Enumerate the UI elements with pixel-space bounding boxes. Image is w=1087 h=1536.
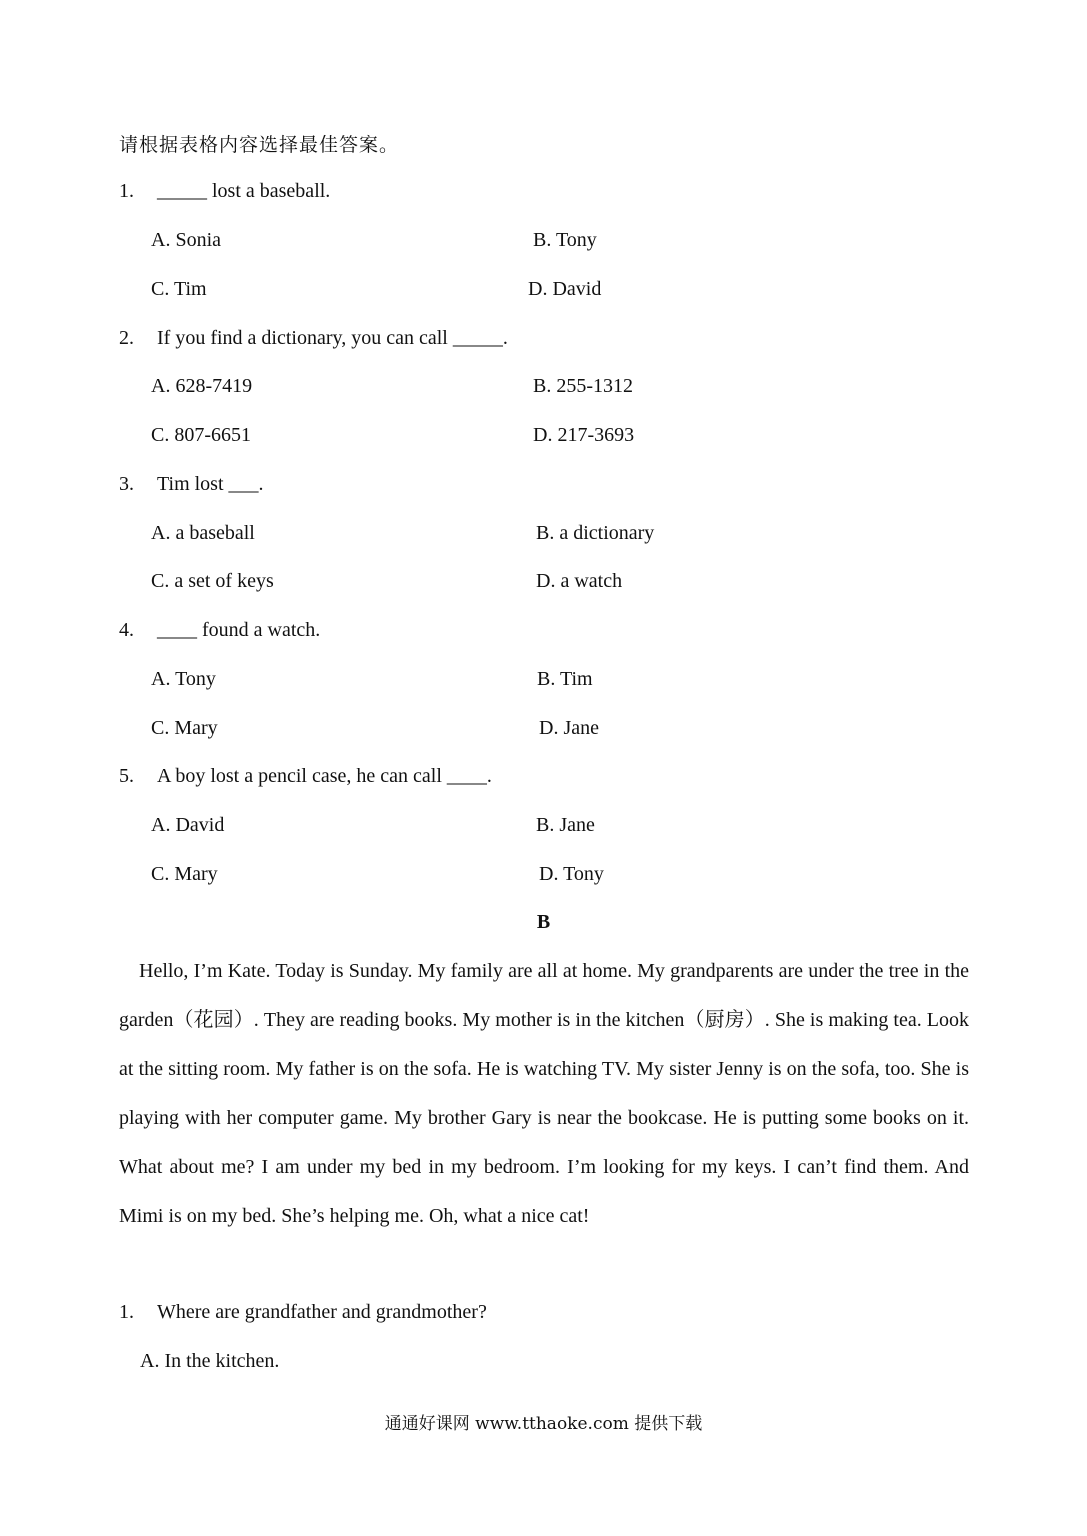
option-a: A. a baseball [151, 522, 255, 544]
reading-passage [119, 947, 969, 1241]
question-text: A boy lost a pencil case, he can call ____. [157, 765, 492, 787]
passage-text: Hello, I’m Kate. Today is Sunday. My family are all at home. My grandparents are under the tree in the garden（花园）. They are reading books. My mother is in the kitchen（厨房）. She is making tea. Look at the sitting room. My father is on the sofa. He is watching TV. My sister Jenny is on the sofa, too. She is playing with her computer game. My brother Gary is near the bookcase. He is putting some books on it. What about me? I am under my bed in my bedroom. I’m looking for my keys. I can’t find them. And Mimi is on my bed. She’s helping me. Oh, what a nice cat! [119, 960, 969, 1227]
question-text: If you find a dictionary, you can call _____. [157, 327, 508, 349]
question-4 [119, 619, 320, 642]
option-c: C. Mary [151, 717, 218, 739]
option-a: A. 628-7419 [151, 375, 253, 397]
option-c: C. Mary [151, 863, 218, 885]
option-c: C. Tim [151, 278, 207, 300]
question-5 [119, 765, 492, 788]
question-number: 3. [119, 473, 134, 495]
option-d: D. Tony [539, 863, 604, 885]
question-text: ____ found a watch. [157, 619, 321, 641]
option-a: A. Tony [151, 668, 216, 690]
question-3 [119, 473, 264, 496]
question-1 [119, 180, 330, 203]
option-d: D. 217-3693 [533, 424, 635, 446]
question-text: Where are grandfather and grandmother? [157, 1301, 487, 1323]
option-c: C. 807-6651 [151, 424, 251, 446]
option-b: B. Tony [533, 229, 597, 251]
option-d: D. Jane [539, 717, 599, 739]
option-b: B. Tim [537, 668, 593, 690]
option-d: D. David [528, 278, 602, 300]
instruction: 请根据表格内容选择最佳答案。 [119, 134, 400, 156]
question-text: Tim lost ___. [157, 473, 264, 495]
option-b: B. a dictionary [536, 522, 655, 544]
section-b-question-1 [119, 1301, 487, 1324]
question-number: 2. [119, 327, 134, 349]
option-a: A. In the kitchen. [140, 1350, 280, 1372]
option-b: B. Jane [536, 814, 595, 836]
question-2 [119, 327, 508, 350]
option-c: C. a set of keys [151, 570, 274, 592]
question-number: 1. [119, 180, 134, 202]
option-a: A. Sonia [151, 229, 221, 251]
question-number: 5. [119, 765, 134, 787]
question-number: 1. [119, 1301, 134, 1323]
option-a: A. David [151, 814, 225, 836]
question-text: _____ lost a baseball. [157, 180, 331, 202]
section-b-title: B [536, 911, 551, 933]
option-d: D. a watch [536, 570, 623, 592]
option-b: B. 255-1312 [533, 375, 633, 397]
question-number: 4. [119, 619, 134, 641]
page-footer: 通通好课网 www.tthaoke.com 提供下载 [384, 1414, 703, 1434]
